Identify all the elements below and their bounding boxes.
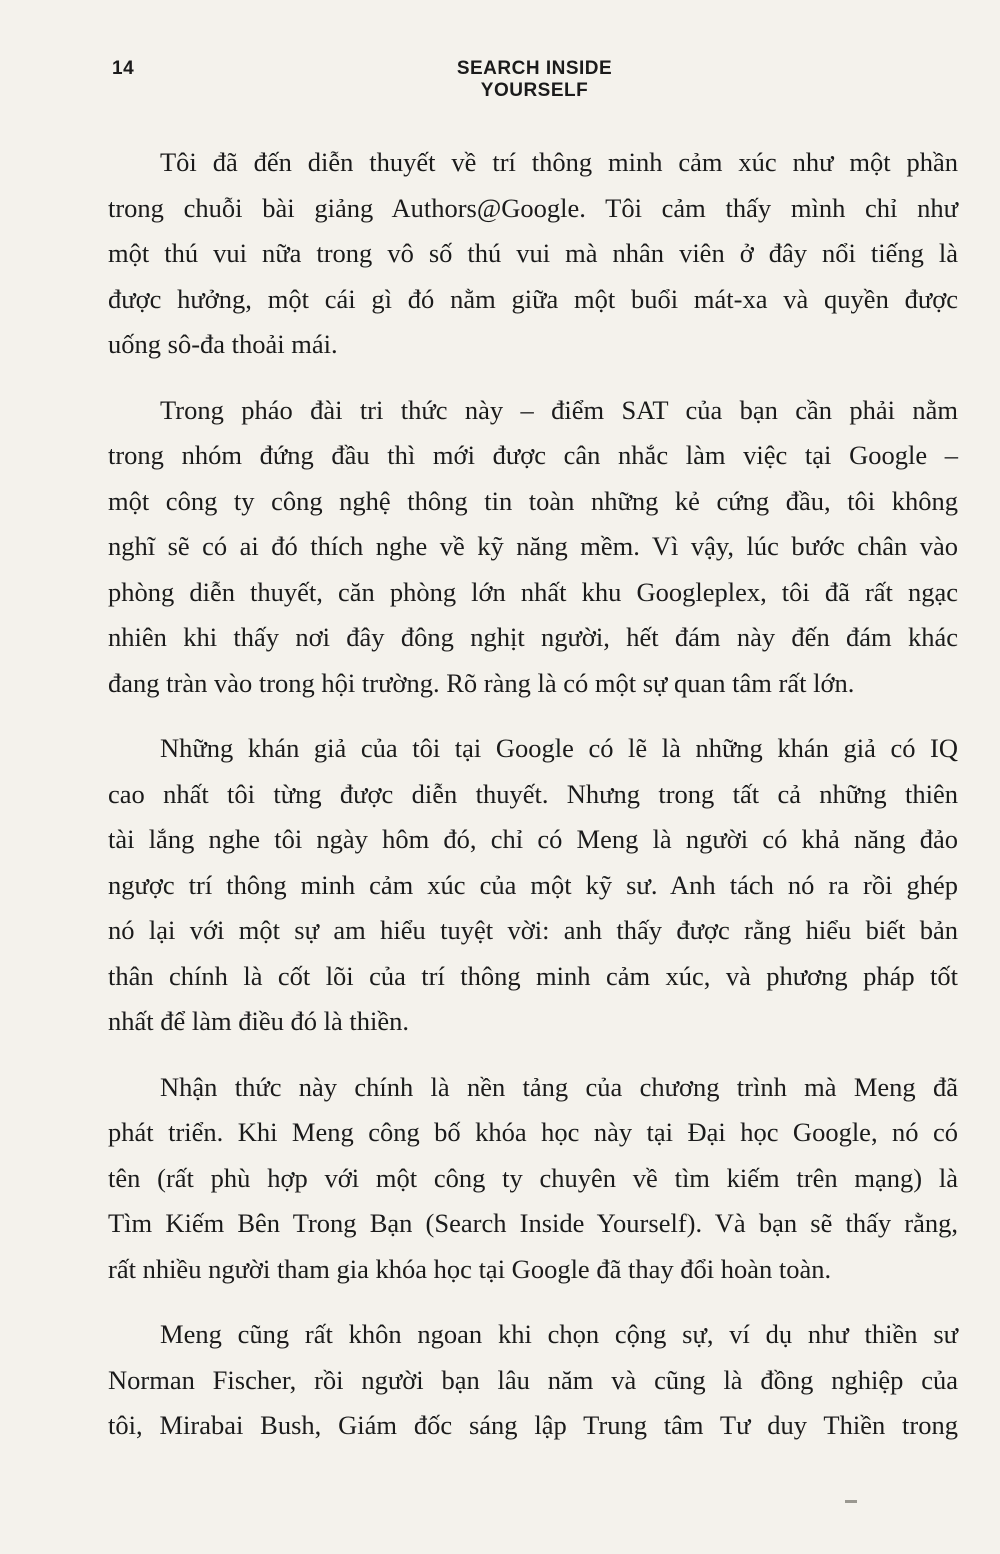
- text-line: thân chính là cốt lõi của trí thông minh cảm xúc, và phương pháp tốt: [108, 960, 958, 991]
- text-line: Meng cũng rất khôn ngoan khi chọn cộng sự, ví dụ như thiền sư: [160, 1319, 958, 1349]
- page-body: [108, 140, 958, 1469]
- text-line: uống sô-đa thoải mái.: [108, 329, 338, 359]
- text-line: trong chuỗi bài giảng Authors@Google. Tôi cảm thấy mình chỉ như: [108, 192, 958, 223]
- text-line: đang tràn vào trong hội trường. Rõ ràng là có một sự quan tâm rất lớn.: [108, 667, 855, 698]
- text-line: phát triển. Khi Meng công bố khóa học này tại Đại học Google, nó có: [108, 1117, 958, 1147]
- text-line: Tìm Kiếm Bên Trong Bạn (Search Inside Yourself). Và bạn sẽ thấy rằng,: [108, 1208, 958, 1238]
- page-header: [112, 58, 956, 101]
- paragraph: [108, 1312, 958, 1449]
- text-line: nghĩ sẽ có ai đó thích nghe về kỹ năng mềm. Vì vậy, lúc bước chân vào: [108, 531, 958, 561]
- text-line: một thú vui nữa trong vô số thú vui mà nhân viên ở đây nổi tiếng là: [108, 238, 958, 268]
- text-line: trong nhóm đứng đầu thì mới được cân nhắc làm việc tại Google –: [108, 440, 958, 470]
- text-line: Trong pháo đài tri thức này – điểm SAT của bạn cần phải nằm: [160, 394, 958, 425]
- footer-mark: [845, 1500, 857, 1503]
- text-line: tôi, Mirabai Bush, Giám đốc sáng lập Trung tâm Tư duy Thiền trong: [108, 1410, 958, 1440]
- text-line: Tôi đã đến diễn thuyết về trí thông minh cảm xúc như một phần: [160, 147, 958, 177]
- paragraph: [108, 1065, 958, 1293]
- text-line: cao nhất tôi từng được diễn thuyết. Nhưng trong tất cả những thiên: [108, 778, 958, 809]
- text-line: được hưởng, một cái gì đó nằm giữa một buổi mát-xa và quyền được: [108, 283, 958, 314]
- paragraph: [108, 726, 958, 1045]
- running-title: SEARCH INSIDE YOURSELF: [456, 58, 613, 101]
- text-line: nhất để làm điều đó là thiền.: [108, 1006, 409, 1036]
- text-line: tài lắng nghe tôi ngày hôm đó, chỉ có Meng là người có khả năng đảo: [108, 824, 958, 854]
- page-number: 14: [112, 58, 135, 79]
- text-line: rất nhiều người tham gia khóa học tại Google đã thay đổi hoàn toàn.: [108, 1253, 832, 1284]
- text-line: Những khán giả của tôi tại Google có lẽ là những khán giả có IQ: [160, 733, 958, 763]
- text-line: ngược trí thông minh cảm xúc của một kỹ sư. Anh tách nó ra rồi ghép: [108, 869, 958, 900]
- text-line: một công ty công nghệ thông tin toàn những kẻ cứng đầu, tôi không: [108, 485, 958, 516]
- text-line: phòng diễn thuyết, căn phòng lớn nhất khu Googleplex, tôi đã rất ngạc: [108, 576, 958, 607]
- text-line: nó lại với một sự am hiểu tuyệt vời: anh thấy được rằng hiểu biết bản: [108, 915, 958, 945]
- paragraph: [108, 388, 958, 707]
- paragraph: [108, 140, 958, 368]
- text-line: nhiên khi thấy nơi đây đông nghịt người, hết đám này đến đám khác: [108, 622, 958, 652]
- text-line: tên (rất phù hợp với một công ty chuyên về tìm kiếm trên mạng) là: [108, 1162, 958, 1193]
- text-line: Nhận thức này chính là nền tảng của chương trình mà Meng đã: [160, 1071, 958, 1102]
- text-line: Norman Fischer, rồi người bạn lâu năm và cũng là đồng nghiệp của: [108, 1364, 958, 1395]
